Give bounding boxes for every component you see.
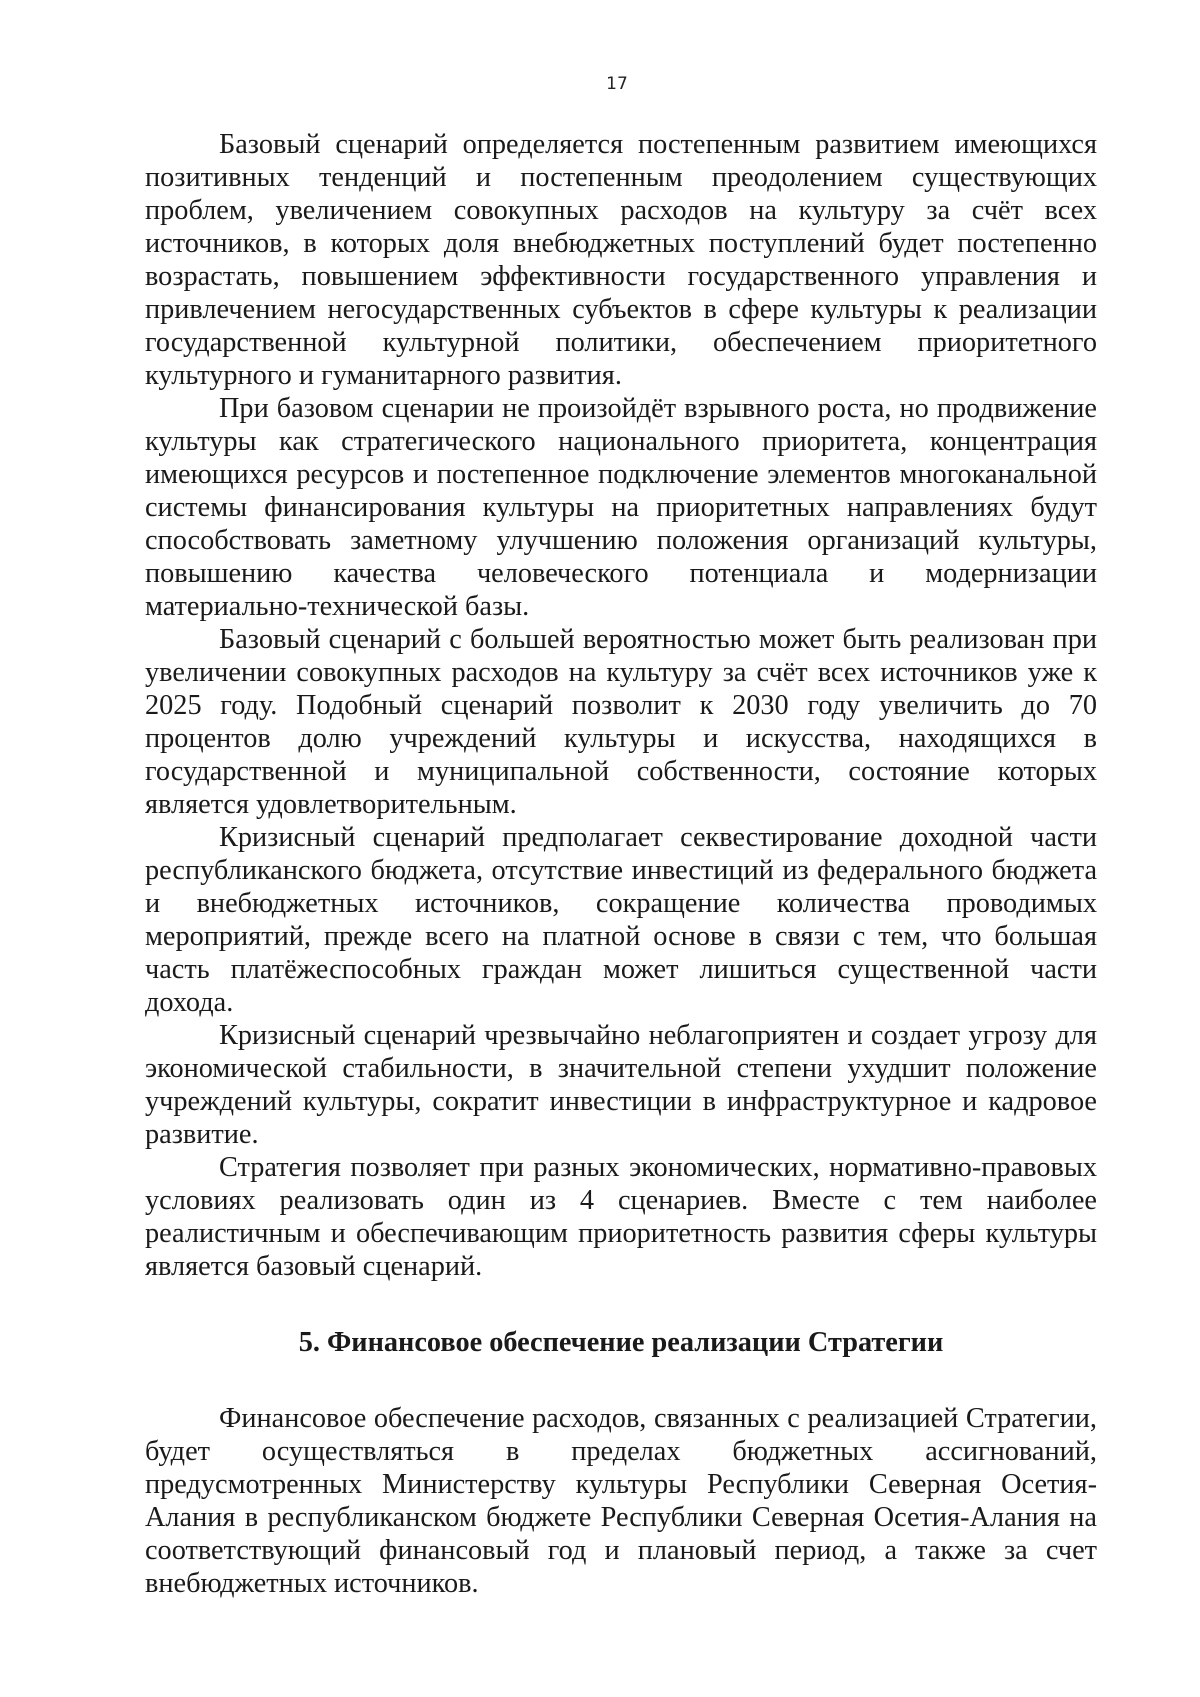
section-heading: 5. Финансовое обеспечение реализации Стратегии [298, 1327, 944, 1358]
document-body [145, 128, 1097, 1600]
paragraph-crisis-scenario-effects: Кризисный сценарий чрезвычайно неблагоприятен и создает угрозу для экономической стабильности, в значительной степени ухудшит положение учреждений культуры, сократит инвестиции в инфраструктурное и кадровое развитие. [145, 1020, 1097, 1150]
paragraph-strategy-scenarios: Стратегия позволяет при разных экономических, нормативно-правовых условиях реализовать один из 4 сценариев. Вместе с тем наиболее реалистичным и обеспечивающим приоритетность развития сферы культуры является базовый сценарий. [145, 1152, 1097, 1282]
paragraph-base-scenario: Базовый сценарий определяется постепенным развитием имеющихся позитивных тенденций и постепенным преодолением существующих проблем, увеличением совокупных расходов на культуру за счёт всех источников, в которых доля внебюджетных поступлений будет постепенно возрастать, повышением эффективности государственного управления и привлечением негосударственных субъектов в сфере культуры к реализации государственной культурной политики, обеспечением приоритетного культурного и гуманитарного развития. [145, 129, 1097, 391]
paragraph-base-scenario-effects: При базовом сценарии не произойдёт взрывного роста, но продвижение культуры как стратегического национального приоритета, концентрация имеющихся ресурсов и постепенное подключение элементов многоканальной системы финансирования культуры на приоритетных направлениях будут способствовать заметному улучшению положения организаций культуры, повышению качества человеческого потенциала и модернизации материально-технической базы. [145, 393, 1097, 622]
paragraph-crisis-scenario: Кризисный сценарий предполагает секвестирование доходной части республиканского бюджета, отсутствие инвестиций из федерального бюджета и внебюджетных источников, сокращение количества проводимых мероприятий, прежде всего на платной основе в связи с тем, что большая часть платёжеспособных граждан может лишиться существенной части дохода. [145, 822, 1097, 1018]
paragraph-base-scenario-targets: Базовый сценарий с большей вероятностью может быть реализован при увеличении совокупных расходов на культуру за счёт всех источников уже к 2025 году. Подобный сценарий позволит к 2030 году увеличить до 70 процентов долю учреждений культуры и искусства, находящихся в государственной и муниципальной собственности, состояние которых является удовлетворительным. [145, 624, 1097, 820]
paragraph-financing: Финансовое обеспечение расходов, связанных с реализацией Стратегии, будет осуществляться в пределах бюджетных ассигнований, предусмотренных Министерству культуры Республики Северная Осетия-Алания в республиканском бюджете Республики Северная Осетия-Алания на соответствующий финансовый год и плановый период, а также за счет внебюджетных источников. [145, 1403, 1097, 1599]
page-number: 17 [606, 74, 628, 94]
